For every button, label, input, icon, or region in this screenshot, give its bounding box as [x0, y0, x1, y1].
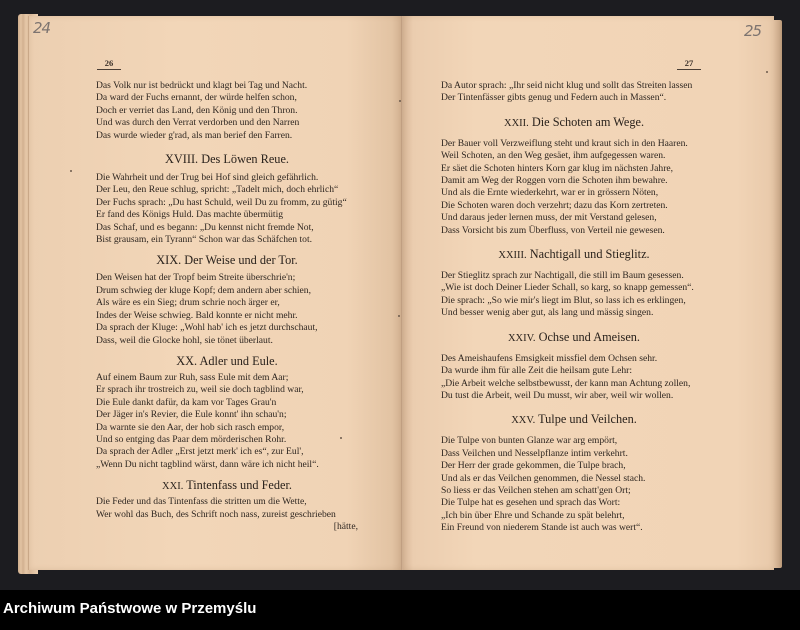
- fable-title: Des Löwen Reue.: [201, 152, 289, 167]
- verse-line: Der Jäger in's Revier, die Eule konnt' ihn schau'n;: [96, 409, 287, 421]
- verse-line: Ein Freund von niederem Stande ist auch was wert“.: [441, 522, 643, 534]
- verse-line: Dass Vorsicht bis zum Überfluss, von Verteil nie gewesen.: [441, 224, 665, 236]
- verse-line: Die Tulpe hat es gesehen und sprach das Wort:: [441, 497, 621, 509]
- fable-heading: [441, 115, 707, 131]
- verse-line: Da ward der Fuchs ernannt, der würde helfen schon,: [96, 92, 297, 104]
- verse-line: Damit am Weg der Roggen vorn die Schoten ihm bewahre.: [441, 175, 668, 187]
- fable-number: XXIII.: [498, 250, 527, 262]
- verse-line: Die Schoten waren doch verzehrt; dazu das Korn zertreten.: [441, 199, 668, 211]
- fable-number: XVIII.: [165, 152, 199, 167]
- verse-line: Wer wohl das Buch, des Schrift noch nass, zureist geschrieben: [96, 508, 336, 520]
- verse-line: Er säet die Schoten hinters Korn gar klug im nächsten Jahre,: [441, 162, 674, 174]
- verse-line: Bist grausam, ein Tyrann“ Schon war das Schäfchen tot.: [96, 234, 313, 246]
- verse-line: Der Stieglitz sprach zur Nachtigall, die still im Baum gesessen.: [441, 270, 684, 282]
- fable-number: XXIV.: [507, 332, 536, 344]
- fable-heading: [441, 412, 707, 428]
- verse-line: Das wurde wieder g'rad, als man berief den Farren.: [96, 129, 293, 141]
- archive-mark-left: 24: [33, 19, 51, 37]
- verse-line: Die sprach: „So wie mir's liegt im Blut, so lass ich es erklingen,: [441, 294, 686, 306]
- paper-speck: [766, 71, 768, 73]
- fable-heading: [96, 478, 358, 494]
- verse-line: „Die Arbeit welche selbstbewusst, der kann man Achtung zollen,: [441, 377, 691, 389]
- page-stack-right-edge: [774, 20, 782, 568]
- verse-continuation: [hätte,: [333, 520, 358, 532]
- verse-line: Und besser wenig aber gut, als lang und mässig singen.: [441, 307, 654, 319]
- verse-line: Der Tintenfässer gibts genug und Federn auch in Massen“.: [441, 92, 667, 104]
- verse-line: Und daraus jeder lernen muss, der mit Verstand gelesen,: [441, 212, 657, 224]
- fable-title: Ochse und Ameisen.: [538, 329, 641, 344]
- verse-line: Da sprach der Kluge: „Wohl hab' ich es jetzt durchschaut,: [96, 322, 318, 334]
- verse-line: Das Volk nur ist bedrückt und klagt bei Tag und Nacht.: [96, 80, 308, 91]
- verse-line: Das Schaf, und es begann: „Du kennst nicht fremde Not,: [96, 221, 314, 233]
- archive-name: Archiwum Państwowe w Przemyślu: [3, 600, 257, 617]
- fable-number: XX.: [176, 353, 198, 368]
- verse-line: Als wäre es ein Sieg; drum schrie noch ärger er,: [96, 297, 280, 309]
- fable-title: Der Weise und der Tor.: [184, 253, 298, 268]
- verse-line: Die Feder und das Tintenfass die stritten um die Wette,: [96, 496, 307, 508]
- verse-line: Da Autor sprach: „Ihr seid nicht klug und sollt das Streiten lassen: [441, 80, 693, 91]
- fable-heading: [96, 253, 358, 267]
- verse-line: Du tust die Arbeit, weil Du musst, wir aber, weil wir wollen.: [441, 389, 674, 401]
- page-number-right: 27: [677, 58, 701, 70]
- paper-speck: [340, 437, 342, 439]
- verse-line: Und was durch den Verrat verdorben und den Narren: [96, 117, 300, 129]
- book-gutter: [401, 16, 403, 570]
- archive-footer: [0, 590, 800, 630]
- fable-title: Adler und Eule.: [199, 353, 278, 368]
- verse-line: So liess er das Veilchen stehen am schatt'gen Ort;: [441, 484, 631, 496]
- verse-line: Den Weisen hat der Tropf beim Streite überschrie'n;: [96, 272, 296, 284]
- fable-title: Die Schoten am Wege.: [531, 114, 645, 129]
- verse-line: Doch er verriet das Land, den König und den Thron.: [96, 104, 298, 116]
- verse-line: Er fand des Königs Huld. Das machte übermütig: [96, 209, 284, 221]
- verse-line: Da sprach der Adler „Erst jetzt merk' ich es“, zur Eul',: [96, 446, 304, 458]
- verse-line: Auf einem Baum zur Ruh, sass Eule mit dem Aar;: [96, 371, 289, 383]
- verse-line: Dass Veilchen und Nesselpflanze intim verkehrt.: [441, 447, 628, 459]
- fable-heading: [96, 354, 358, 368]
- fable-number: XIX.: [156, 253, 182, 268]
- verse-line: Da warnte sie den Aar, der hob sich rasch empor,: [96, 421, 285, 433]
- fable-title: Nachtigall und Stieglitz.: [529, 247, 650, 262]
- archive-mark-right: 25: [744, 22, 762, 40]
- verse-line: Des Ameishaufens Emsigkeit missfiel dem Ochsen sehr.: [441, 352, 658, 364]
- verse-line: Die Eule dankt dafür, da kam vor Tages Grau'n: [96, 396, 277, 408]
- verse-line: „Ich bin über Ehre und Schande zu spät belehrt,: [441, 509, 625, 521]
- verse-line: Drum schwieg der kluge Kopf; dem andern aber schien,: [96, 284, 311, 296]
- verse-line: Der Herr der grade gekommen, die Tulpe brach,: [441, 460, 626, 472]
- paper-speck: [399, 100, 401, 102]
- fable-number: XXV.: [511, 415, 536, 427]
- fable-heading: [441, 330, 707, 346]
- page-number-left: 26: [97, 58, 121, 70]
- fable-title: Tulpe und Veilchen.: [538, 412, 637, 427]
- verse-line: Die Wahrheit und der Trug bei Hof sind gleich gefährlich.: [96, 172, 319, 184]
- fable-number: XXII.: [503, 117, 529, 129]
- left-page-text: [96, 80, 358, 533]
- verse-line: Der Leu, den Reue schlug, spricht: „Tadelt mich, doch ehrlich“: [96, 184, 339, 196]
- verse-line: Indes der Weise schwieg. Bald konnte er nicht mehr.: [96, 309, 298, 321]
- fable-number: XXI.: [162, 481, 184, 493]
- verse-line: Und so entging das Paar dem mörderischen Rohr.: [96, 433, 287, 445]
- fable-title: Tintenfass und Feder.: [186, 478, 292, 493]
- verse-line: Der Fuchs sprach: „Du hast Schuld, weil Du zu fromm, zu gütig“: [96, 196, 347, 208]
- verse-line: Dass, weil die Glocke hohl, sie tönet überlaut.: [96, 334, 273, 346]
- fable-heading: [96, 152, 358, 166]
- verse-line: Und als die Ernte wiederkehrt, war er in grössern Nöten,: [441, 187, 659, 199]
- verse-line: Er sprach ihr trostreich zu, weil sie doch tagblind war,: [96, 384, 304, 396]
- verse-line: Weil Schoten, an den Weg gesäet, ihm aufgegessen waren.: [441, 150, 666, 162]
- verse-line: Und als er das Veilchen genommen, die Nessel stach.: [441, 472, 646, 484]
- verse-line: Der Bauer voll Verzweiflung steht und kraut sich in den Haaren.: [441, 137, 688, 149]
- verse-line: „Wenn Du nicht tagblind wärst, dann wäre ich nicht heil“.: [96, 458, 319, 470]
- paper-speck: [70, 170, 72, 172]
- right-page-text: [441, 80, 707, 535]
- paper-speck: [398, 315, 400, 317]
- fable-heading: [441, 247, 707, 263]
- verse-line: Da wurde ihm für alle Zeit die heilsam gute Lehr:: [441, 365, 633, 377]
- verse-line: „Wie ist doch Deiner Lieder Schall, so karg, so knapp gemessen“.: [441, 282, 694, 294]
- verse-line: Die Tulpe von bunten Glanze war arg empört,: [441, 435, 618, 447]
